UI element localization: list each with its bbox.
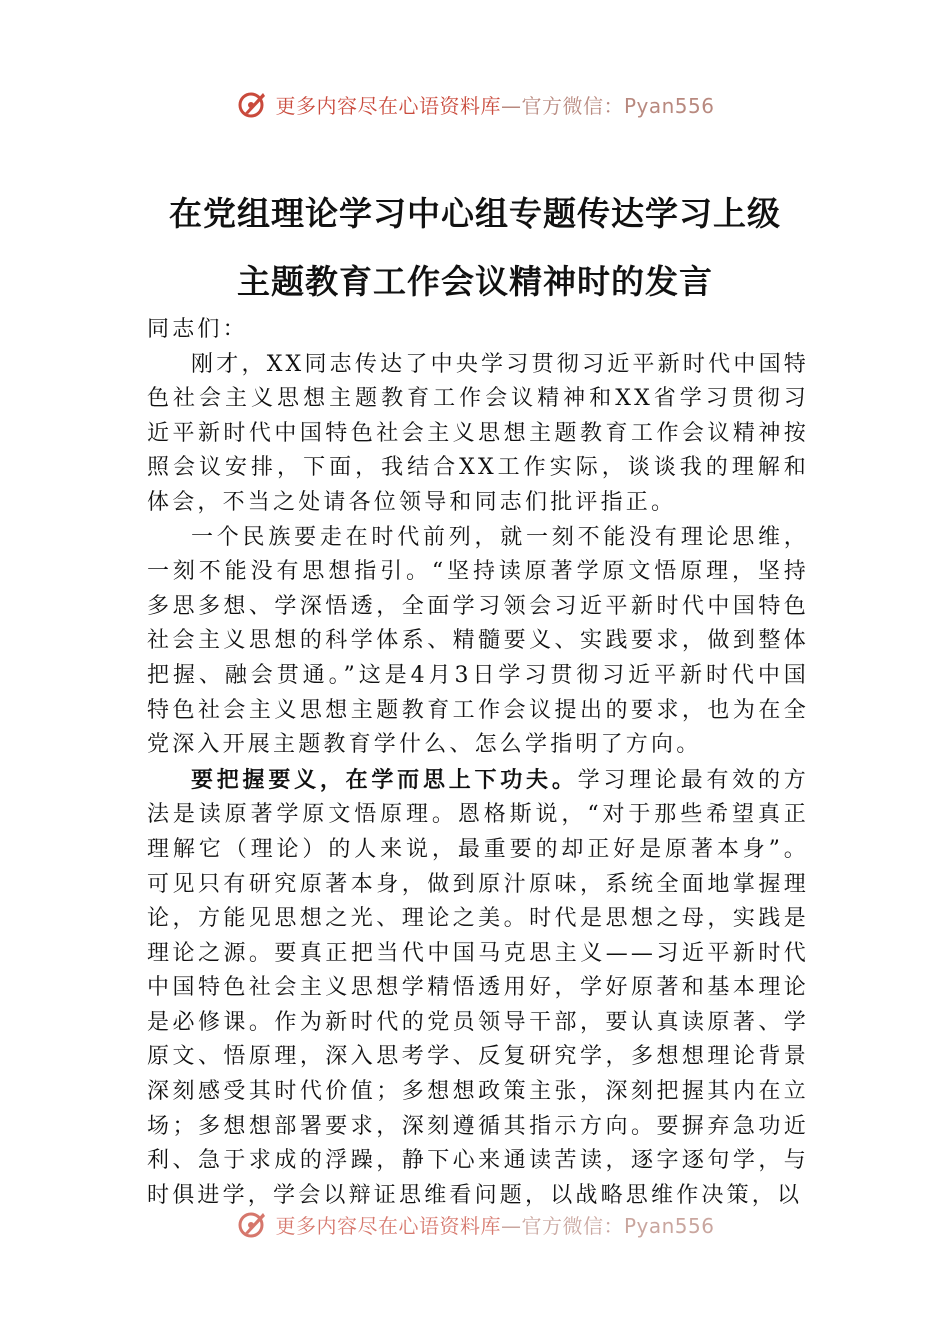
paragraph-3 <box>147 763 809 1214</box>
watermark-main-text: 更多内容尽在心语资料库 <box>275 93 501 118</box>
watermark-header <box>0 84 950 124</box>
document-body <box>147 313 809 1213</box>
watermark-footer <box>0 1206 950 1242</box>
document-title-line-2: 主题教育工作会议精神时的发言 <box>237 262 713 301</box>
paragraph-3-text: 学习理论最有效的方法是读原著学原文悟原理。恩格斯说，“对于那些希望真正理解它（理论）的人来说，最重要的却正好是原著本身”。可见只有研究原著本身，做到原汁原味，系统全面地掌握理论，方能见思想之光、理论之美。时代是思想之母，实践是理论之源。要真正把当代中国马克思主义——习近平新时代中国特色社会主义思想学精悟透用好，学好原著和基本理论是必修课。作为新时代的党员领导干部，要认真读原著、学原文、悟原理，深入思考学、反复研究学，多想想理论背景深刻感受其时代价值；多想想政策主张，深刻把握其内在立场；多想想部署要求，深刻遵循其指示方向。要摒弃急功近利、急于求成的浮躁，静下心来通读苦读，逐字逐句学，与时俱进学，学会以辩证思维看问题，以战略思维作决策，以 <box>147 767 809 1208</box>
paragraph-3-heading: 要把握要义，在学而思上下功夫。 <box>191 766 578 793</box>
watermark-footer-sub-text: —官方微信：Pyan556 <box>500 1213 715 1238</box>
quill-logo-icon <box>235 1207 269 1241</box>
quill-logo-icon <box>235 87 269 121</box>
watermark-footer-main-text: 更多内容尽在心语资料库 <box>275 1213 501 1238</box>
paragraph-1: 刚才，XX同志传达了中央学习贯彻习近平新时代中国特色社会主义思想主题教育工作会议精神和XX省学习贯彻习近平新时代中国特色社会主义思想主题教育工作会议精神按照会议安排，下面，我结合XX工作实际，谈谈我的理解和体会，不当之处请各位领导和同志们批评指正。 <box>147 351 809 515</box>
watermark-sub-text: —官方微信：Pyan556 <box>500 93 715 118</box>
paragraph-2: 一个民族要走在时代前列，就一刻不能没有理论思维，一刻不能没有思想指引。“坚持读原著学原文悟原理，坚持多思多想、学深悟透，全面学习领会习近平新时代中国特色社会主义思想的科学体系、精髓要义、实践要求，做到整体把握、融会贯通。”这是4月3日学习贯彻习近平新时代中国特色社会主义思想主题教育工作会议提出的要求，也为在全党深入开展主题教育学什么、怎么学指明了方向。 <box>147 524 809 758</box>
salutation: 同志们： <box>147 317 248 342</box>
document-title-line-1: 在党组理论学习中心组专题传达学习上级 <box>169 194 781 233</box>
